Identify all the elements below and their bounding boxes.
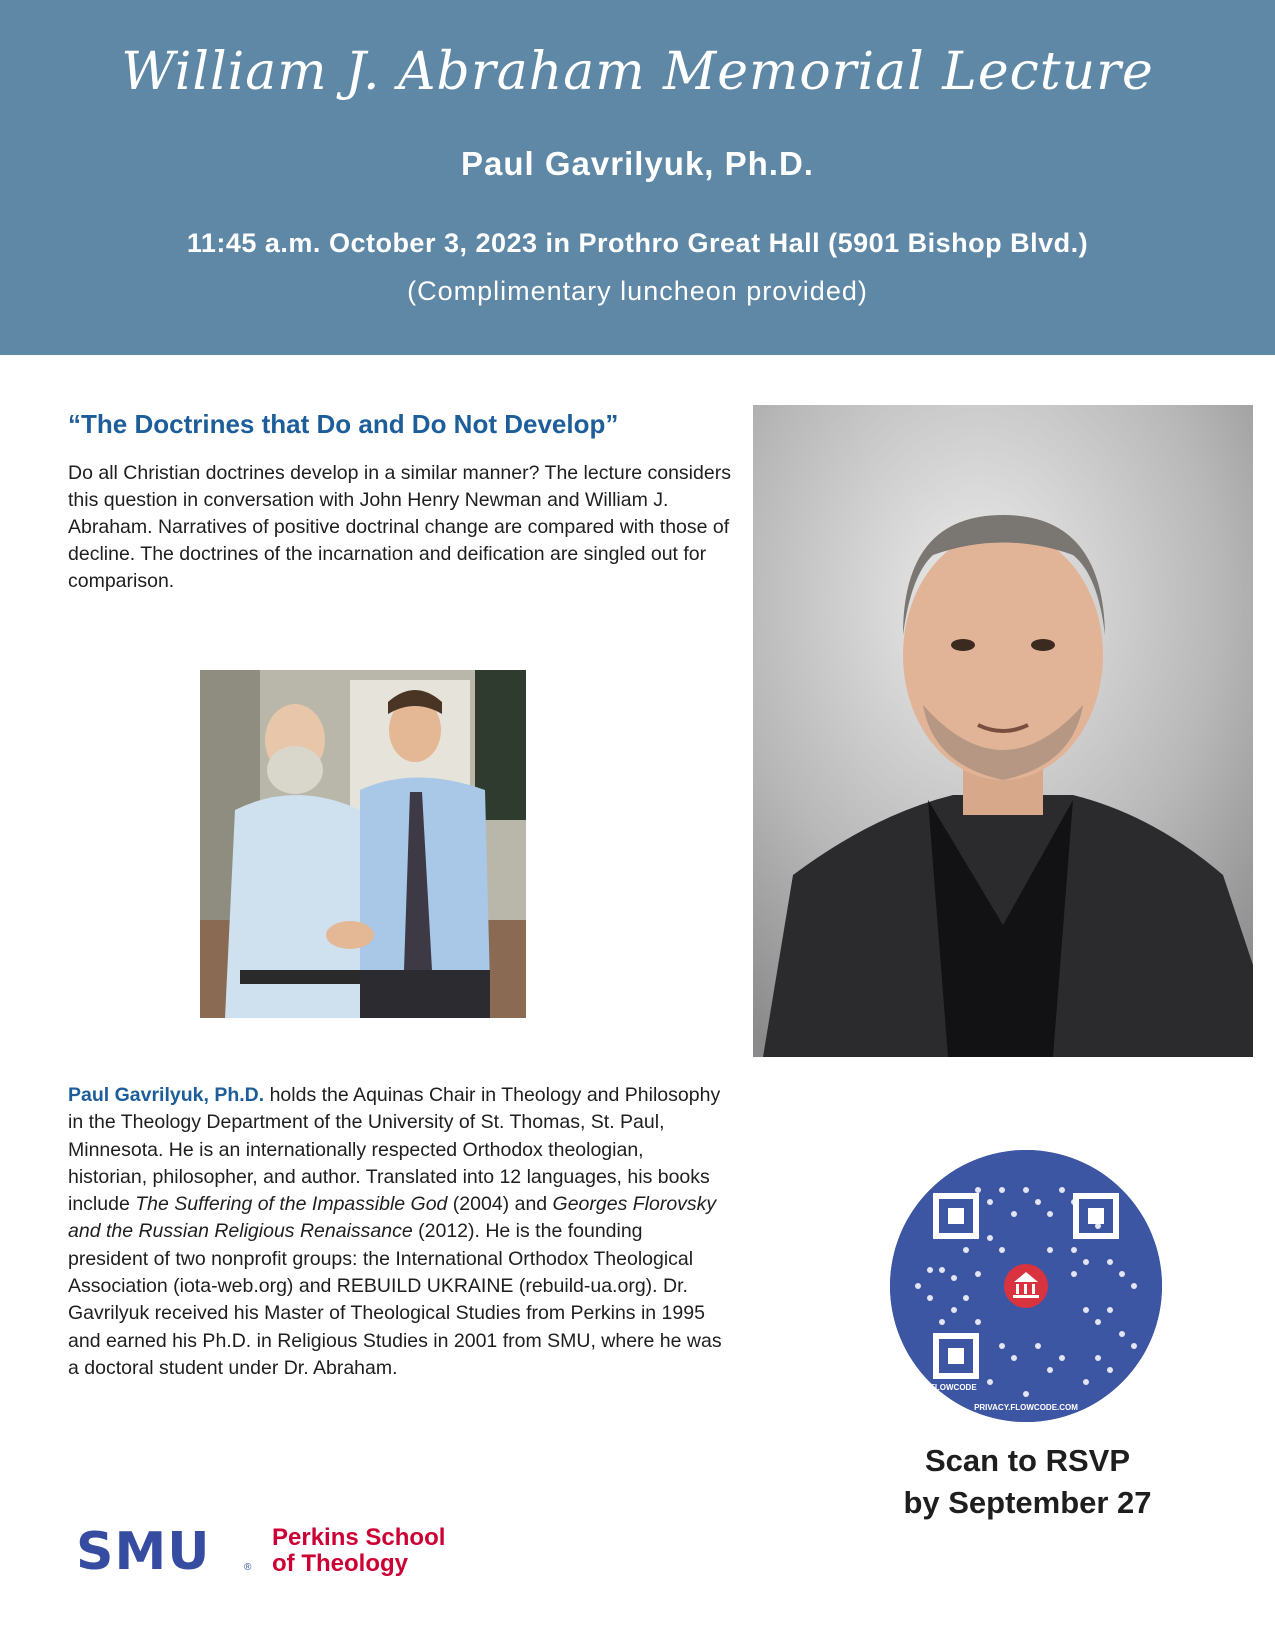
bio-book-1: The Suffering of the Impassible God: [135, 1193, 448, 1216]
school-line-2: of Theology: [272, 1550, 408, 1577]
registered-mark: ®: [244, 1562, 252, 1573]
school-line-1: Perkins School: [272, 1524, 446, 1551]
bio-text-part-1: holds the Aquinas Chair in Theology and Philosophy in the Theology Department of the University of St. Thomas, St. Paul, Minnesota. He is an internationally respected Orthodox theologian, historian, philosopher, and author. Translated into 12 languages, his books include: [68, 1084, 721, 1216]
lecture-series-title: William J. Abraham Memorial Lecture: [121, 42, 1154, 102]
lecture-title: “The Doctrines that Do and Do Not Develop”: [68, 409, 619, 439]
smu-wordmark: SMU: [76, 1522, 211, 1582]
rsvp-qr-code[interactable]: [890, 1150, 1162, 1422]
perkins-school-name: [272, 1525, 445, 1577]
qr-privacy-text: PRIVACY.FLOWCODE.COM: [974, 1403, 1078, 1412]
bio-speaker-name: Paul Gavrilyuk, Ph.D.: [68, 1084, 265, 1106]
speaker-name: Paul Gavrilyuk, Ph.D.: [461, 145, 814, 182]
photo-handshake-illustration: [200, 670, 526, 1018]
rsvp-line-2: by September 27: [903, 1485, 1152, 1520]
bio-text-part-3: (2012). He is the founding president of two nonprofit groups: the International Orthodox Theological Association (iota-web.org) and REBUILD UKRAINE (rebuild-ua.org). Dr. Gavrilyuk received his Master of Theological Studies from Perkins in 1995 and earned his Ph.D. in Religious Studies in 2001 from SMU, where he was a doctoral student under Dr. Abraham.: [68, 1220, 722, 1379]
portrait-illustration: [753, 405, 1253, 1057]
speaker-portrait: [753, 405, 1253, 1057]
speaker-bio: [68, 1082, 728, 1382]
qr-code-graphic: [890, 1150, 1162, 1422]
luncheon-note: (Complimentary luncheon provided): [407, 276, 868, 306]
bio-text-part-2: (2004) and: [447, 1193, 553, 1216]
header-banner: [0, 0, 1275, 355]
rsvp-instructions: [860, 1440, 1195, 1524]
bio-book-2: Georges Florovsky and the Russian Religious Renaissance: [68, 1193, 717, 1243]
event-time-location: 11:45 a.m. October 3, 2023 in Prothro Great Hall (5901 Bishop Blvd.): [186, 228, 1089, 258]
photo-abraham-gavrilyuk: [200, 670, 526, 1018]
smu-perkins-logo: [76, 1522, 496, 1582]
qr-brand-text: FLOWCODE: [930, 1383, 977, 1392]
rsvp-line-1: Scan to RSVP: [925, 1443, 1130, 1478]
lecture-abstract: Do all Christian doctrines develop in a similar manner? The lecture considers this question in conversation with John Henry Newman and William J. Abraham. Narratives of positive doctrinal change are compared with those of decline. The doctrines of the incarnation and deification are singled out for comparison.: [68, 462, 731, 592]
